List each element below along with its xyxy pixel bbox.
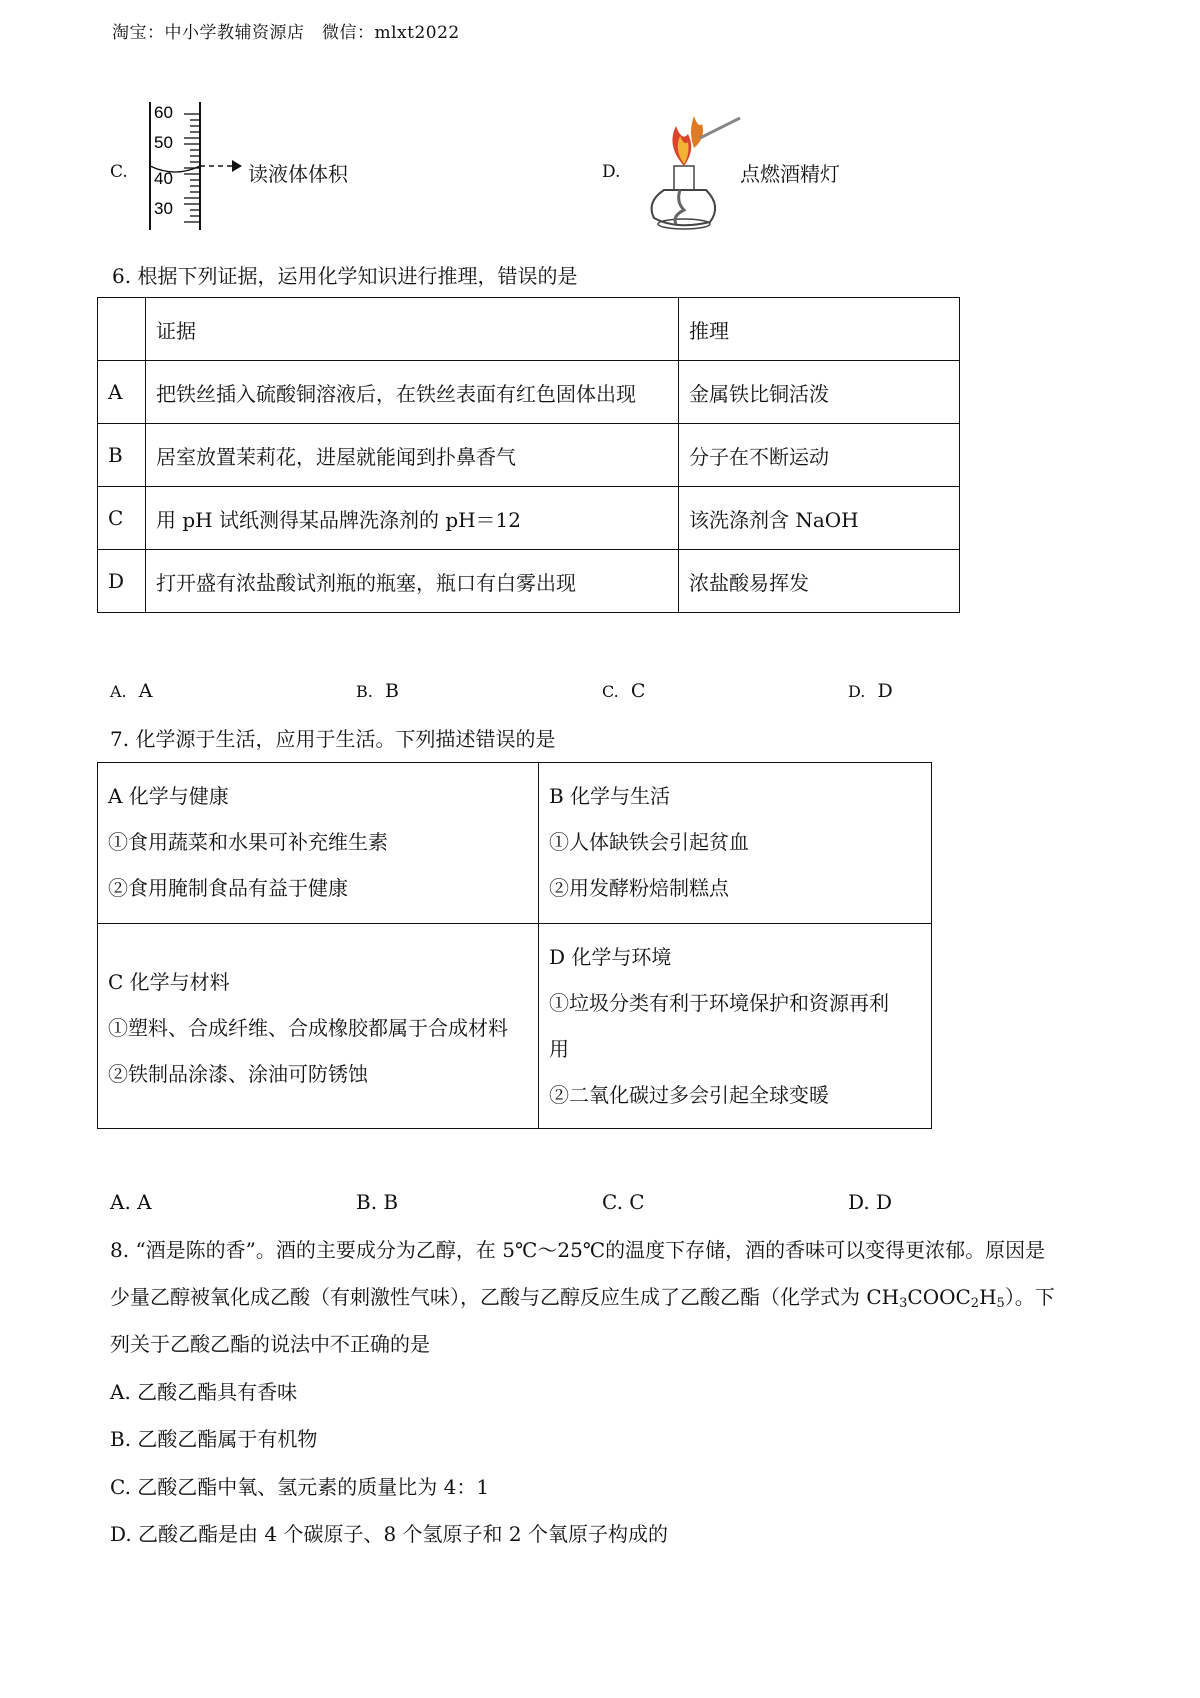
option-c-letter: C. — [110, 162, 128, 182]
table-row — [98, 424, 960, 487]
cell-line: ②铁制品涂漆、涂油可防锈蚀 — [108, 1062, 368, 1086]
row-evidence: 打开盛有浓盐酸试剂瓶的瓶塞，瓶口有白雾出现 — [146, 550, 679, 613]
row-key: A — [98, 361, 146, 424]
q7-cell-a — [98, 763, 539, 924]
q8-option-c[interactable]: C. 乙酸乙酯中氧、氢元素的质量比为 4：1 — [110, 1475, 490, 1499]
q7-cell-c — [98, 924, 539, 1129]
q7-answer-c[interactable]: C. C — [602, 1190, 645, 1214]
row-evidence: 用 pH 试纸测得某品牌洗涤剂的 pH＝12 — [146, 487, 679, 550]
subscript: 2 — [970, 1296, 980, 1311]
answer-value: C — [630, 680, 646, 702]
row-inference: 分子在不断运动 — [679, 424, 960, 487]
answer-value: D — [877, 680, 893, 702]
tick-label-40: 40 — [154, 169, 173, 188]
q6-answer-d[interactable] — [848, 680, 893, 702]
subscript: 3 — [899, 1296, 908, 1311]
answer-label: B. — [356, 682, 373, 701]
table-row — [98, 361, 960, 424]
page-header: 淘宝：中小学教辅资源店 微信：mlxt2022 — [112, 23, 460, 43]
row-inference: 该洗涤剂含 NaOH — [679, 487, 960, 550]
tick-label-50: 50 — [154, 133, 173, 152]
table-header-row — [98, 298, 960, 361]
row-key: D — [98, 550, 146, 613]
tick-label-30: 30 — [154, 199, 173, 218]
answer-value: A — [138, 680, 153, 702]
cell-line: ①人体缺铁会引起贫血 — [549, 830, 749, 854]
option-d-caption: 点燃酒精灯 — [740, 162, 840, 186]
q8-line-2-text: 少量乙醇被氧化成乙酸（有刺激性气味），乙酸与乙醇反应生成了乙酸乙酯（化学式为 CH — [110, 1285, 900, 1309]
table-row — [98, 487, 960, 550]
subscript: 5 — [996, 1296, 1005, 1311]
cell-title: B 化学与生活 — [549, 784, 671, 808]
table-row — [98, 550, 960, 613]
answer-value: B — [384, 680, 399, 702]
cell-title: D 化学与环境 — [549, 945, 672, 969]
answer-label: D. — [848, 682, 866, 701]
q7-cell-b — [539, 763, 932, 924]
q6-answer-c[interactable] — [602, 680, 645, 702]
answer-label: C. — [602, 682, 619, 701]
answer-label: A. — [110, 682, 127, 701]
row-inference: 浓盐酸易挥发 — [679, 550, 960, 613]
option-d-letter: D. — [602, 162, 621, 182]
q8-line-2 — [110, 1283, 1055, 1318]
cell-line: ①垃圾分类有利于环境保护和资源再利 — [549, 991, 889, 1015]
cell-line: 用 — [549, 1037, 569, 1061]
row-key: C — [98, 487, 146, 550]
table-header-evidence: 证据 — [146, 298, 679, 361]
q8-line-1: 8. “酒是陈的香”。酒的主要成分为乙醇，在 5℃～25℃的温度下存储，酒的香味可以变得更浓郁。原因是 — [110, 1238, 1046, 1262]
table-header-inference: 推理 — [679, 298, 960, 361]
q8-option-d[interactable]: D. 乙酸乙酯是由 4 个碳原子、8 个氢原子和 2 个氧原子构成的 — [110, 1522, 668, 1546]
q6-answer-a[interactable] — [110, 680, 152, 702]
cell-line: ①塑料、合成纤维、合成橡胶都属于合成材料 — [108, 1016, 508, 1040]
q6-table — [97, 297, 960, 613]
q6-stem: 6. 根据下列证据，运用化学知识进行推理，错误的是 — [112, 264, 578, 288]
option-c-caption: 读液体体积 — [248, 162, 348, 186]
row-inference: 金属铁比铜活泼 — [679, 361, 960, 424]
q8-option-a[interactable]: A. 乙酸乙酯具有香味 — [110, 1380, 298, 1404]
row-evidence: 居室放置茉莉花，进屋就能闻到扑鼻香气 — [146, 424, 679, 487]
formula-part: COOC — [907, 1285, 971, 1309]
cell-title: C 化学与材料 — [108, 970, 230, 994]
cell-line: ②用发酵粉焙制糕点 — [549, 876, 729, 900]
q7-answer-a[interactable]: A. A — [110, 1190, 152, 1214]
row-evidence: 把铁丝插入硫酸铜溶液后，在铁丝表面有红色固体出现 — [146, 361, 679, 424]
alcohol-lamp-figure — [636, 106, 746, 234]
q8-option-b[interactable]: B. 乙酸乙酯属于有机物 — [110, 1427, 318, 1451]
q8-line-2-tail: ）。下 — [1004, 1285, 1055, 1309]
tick-label-60: 60 — [154, 103, 173, 122]
q7-answer-d[interactable]: D. D — [848, 1190, 893, 1214]
q7-answer-b[interactable]: B. B — [356, 1190, 399, 1214]
cell-line: ①食用蔬菜和水果可补充维生素 — [108, 830, 388, 854]
q8-line-3: 列关于乙酸乙酯的说法中不正确的是 — [110, 1332, 430, 1356]
table-header-key — [98, 298, 146, 361]
cell-title: A 化学与健康 — [108, 784, 229, 808]
row-key: B — [98, 424, 146, 487]
cell-line: ②二氧化碳过多会引起全球变暖 — [549, 1083, 829, 1107]
q6-answer-b[interactable] — [356, 680, 399, 702]
q7-cell-d — [539, 924, 932, 1129]
cell-line: ②食用腌制食品有益于健康 — [108, 876, 348, 900]
q7-table — [97, 762, 932, 1129]
formula-part: H — [979, 1285, 997, 1309]
q7-stem: 7. 化学源于生活，应用于生活。下列描述错误的是 — [110, 727, 556, 751]
